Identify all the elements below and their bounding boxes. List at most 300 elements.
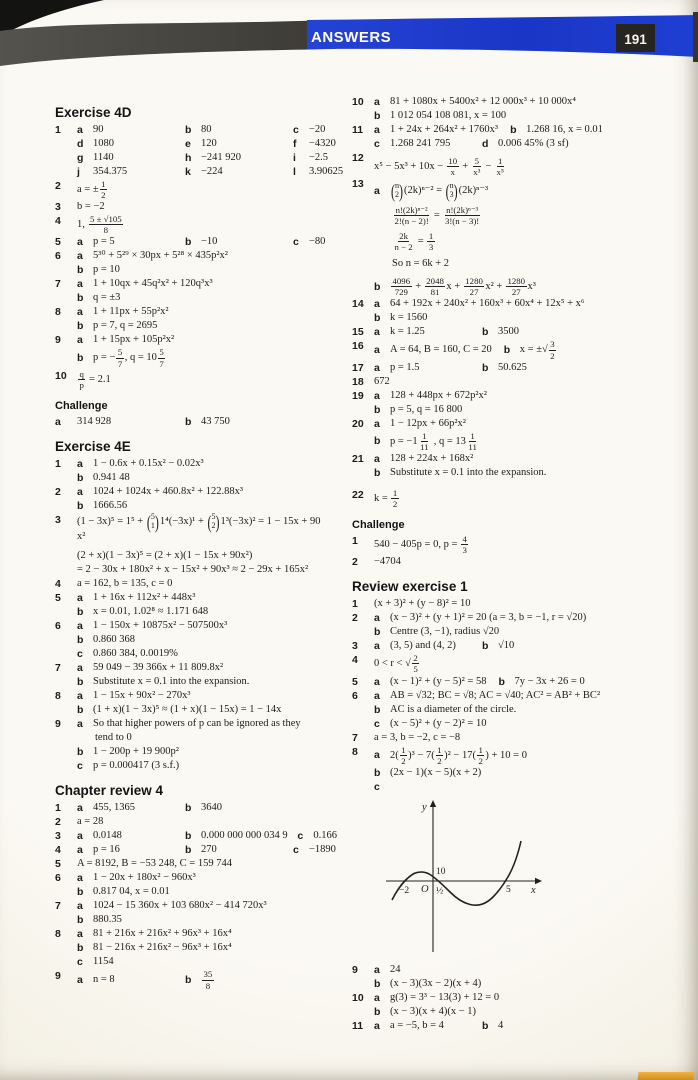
origin-label: O [421,883,429,895]
item-number: 1 [55,124,61,136]
answer-part [77,214,124,235]
part-label: a [77,250,83,263]
answer-text: 1 − 150x + 10875x² − 507500x³ [93,620,228,632]
answer-part [293,165,343,179]
answer-part [482,325,519,339]
answer-part [77,675,249,689]
answer-part [185,235,281,249]
part-label: a [374,298,380,311]
answer-item [352,297,690,325]
answer-part [510,123,603,137]
part-label: a [77,900,83,913]
answer-item [352,991,690,1019]
item-number: 5 [55,592,61,605]
answer-part [77,871,196,885]
part-label: b [77,676,84,689]
part-label: b [374,766,381,779]
item-number: 1 [352,598,358,611]
answer-item [352,597,690,611]
answer-text: 59 049 − 39 366x + 11 809.8x² [93,662,224,674]
answer-text: 81 − 216x + 216x² − 96x³ + 16x⁴ [93,942,232,954]
fraction: $\frac{1}{\text{x⁵}}$ [496,156,504,178]
answer-part [374,431,479,452]
item-number: 22 [352,488,364,501]
answer-text: 5³⁰ + 5²⁹ × 30px + 5²⁸ × 435p²x² [93,250,228,262]
answer-part [374,963,401,977]
cubic-graph-svg [378,796,550,961]
answer-part [482,361,527,375]
answer-part [374,534,469,555]
item-number: 3 [55,201,61,214]
part-label: b [482,326,489,339]
item-number: 4 [352,654,358,667]
answer-part [77,549,252,563]
answer-item [55,899,349,927]
answer-text: 1 − 12px + 66p²x² [390,417,466,429]
answer-part [77,305,169,319]
answer-item [55,857,349,871]
answer-item [55,829,349,843]
part-label: b [185,830,192,843]
answer-part [185,843,281,857]
answer-text: 672 [374,375,390,387]
item-number: 5 [352,675,358,688]
answer-text: 128 + 224x + 168x² [390,452,474,464]
answer-item [55,123,349,179]
answer-item [352,452,690,480]
answer-text: −241 920 [201,152,242,163]
fraction: $\frac{1}{3}$ [428,231,434,253]
answer-text: a = 162, b = 135, c = 0 [77,578,173,590]
answer-text: −4704 [374,556,401,568]
answer-part [77,151,173,165]
answer-text: 4 [498,1019,504,1031]
part-label: b [77,886,84,899]
page-corner-tab [637,1072,694,1080]
item-number: 4 [55,215,61,228]
item-number: 9 [55,970,61,983]
answer-text: 0.006 45% (3 sf) [498,138,569,149]
answer-part [374,780,390,794]
item-number: 16 [352,340,364,353]
part-label: a [77,485,83,498]
answer-text: x² [77,531,86,543]
section-heading: Review exercise 1 [352,579,468,595]
fraction: $\frac{3}{2}$ [550,339,555,361]
answer-text: q = ±3 [93,292,121,304]
item-number: 17 [352,361,364,374]
answer-item [55,249,349,277]
answer-part [374,179,489,203]
item-number: 7 [55,278,61,291]
answer-part [374,597,470,611]
answer-part [77,347,166,368]
answer-item [352,361,690,375]
answer-part [374,311,427,325]
answer-item [352,1019,690,1033]
fraction: $\frac{1}{11}$ [420,430,429,452]
answer-text: 314 928 [77,415,112,427]
answer-part [77,499,127,513]
root-label-neg2: −2 [399,885,410,896]
answer-text: 81 + 216x + 216x² + 96x³ + 16x⁴ [93,928,232,940]
answer-part [77,941,232,955]
answer-text: 0.0148 [93,830,122,842]
part-label: a [77,334,83,347]
answer-item [352,123,690,151]
part-label: b [77,634,84,647]
answer-part [77,647,178,661]
answer-item [55,969,349,990]
item-number: 7 [55,900,61,913]
answer-text: 1 − 20x + 180x² − 960x³ [93,872,196,884]
part-label: b [77,320,84,333]
answer-item [55,815,349,829]
answer-part [77,333,174,347]
answer-text: k = 1.25 [390,326,425,338]
part-label: a [374,185,380,198]
fraction: $\frac{1280}{27}$ [507,276,526,298]
answer-item [352,675,690,689]
fraction: $\frac{1}{2}$ [392,487,398,510]
item-number: 7 [352,731,358,744]
answer-text: x = 0.01, 1.02⁸ ≈ 1.171 648 [93,606,209,618]
fraction: $\frac{4}{3}$ [462,534,467,556]
answer-text: 354.375 [93,166,128,177]
answer-text: $\frac{4096}{729}$ + $\frac{2048}{81}$ x + $\frac{1280}{27}$ x² + $\frac{1280}{27}$ x³ [392,276,536,298]
part-label: c [293,124,299,136]
answer-part [77,165,173,179]
answer-part [185,829,288,843]
part-label: a [77,802,83,815]
answer-part [374,137,470,151]
part-label: k [185,166,191,178]
part-label: a [77,830,83,843]
part-label: b [77,914,84,927]
part-label: a [77,278,83,291]
item-number: 9 [55,334,61,347]
answer-part [374,977,481,991]
answer-part [77,829,173,843]
answer-part [77,137,173,151]
answer-text: 270 [201,844,217,856]
item-number: 10 [352,991,364,1004]
answer-text: 24 [390,963,401,975]
part-label: a [374,991,380,1004]
answer-part [77,235,173,249]
answer-part [77,563,308,577]
gray-swoosh [0,20,336,66]
answer-item [55,277,349,305]
answer-part [185,137,281,151]
answer-part [374,745,527,766]
answer-text: √10 [498,640,515,652]
fraction: $\frac{5}{\text{x³}}$ [473,156,481,178]
fraction: $\frac{1280}{27}$ [465,276,483,298]
fraction: $\frac{5}{7}$ [117,347,123,369]
answer-part [185,969,215,990]
answer-item [352,95,690,123]
binomial-coefficient: ( 5 1 ) [146,510,159,533]
item-number: 12 [352,152,364,164]
answer-part [374,1005,476,1019]
part-label: c [297,830,304,843]
item-number: 6 [352,689,358,702]
answer-item [352,555,690,569]
answer-part [77,249,228,263]
answer-part [374,675,486,689]
item-number: 9 [55,718,61,731]
page-edge-sliver [693,12,698,62]
part-label: c [77,760,83,773]
answer-item [55,200,349,214]
part-label: b [374,110,381,122]
part-label: b [77,942,84,955]
answer-part [77,927,232,941]
fraction: $\frac{1}{2}$ [101,179,106,201]
item-number: 2 [55,816,61,829]
answer-text: (2x − 1)(x − 5)(x + 2) [390,766,482,778]
answer-text: a = 28 [77,816,104,828]
answer-part [293,137,336,151]
item-number: 21 [352,452,364,465]
answer-text: $\frac{\text{n!(2k)ⁿ⁻²}}{2!(n - 2)!}$ = $\frac{\text{n!(2k)ⁿ⁻³}}{3!(n - 3)!}$ [394,204,480,226]
answer-item [55,305,349,333]
answer-item [55,689,349,717]
answer-part [498,675,584,689]
fraction: $\frac{2}{5}$ [413,653,418,675]
answer-item [55,577,349,591]
part-label: b [482,640,489,653]
item-number: 10 [55,369,67,382]
part-label: b [185,124,192,136]
item-number: 11 [352,1019,364,1032]
answer-text: k = $\frac{1}{2}$ [374,487,398,510]
answer-part [374,156,506,177]
item-number: 4 [55,578,61,591]
answer-text: tend to 0 [95,732,132,744]
answer-text: 0.166 [313,830,337,842]
answer-item [55,619,349,661]
item-number: 3 [55,830,61,843]
page-number: 191 [624,32,647,47]
answer-text: 1 + 16x + 112x² + 448x³ [93,592,196,604]
answer-text: (2 + x)(1 − 3x)⁵ = (2 + x)(1 − 15x + 90x²) [77,550,253,562]
answer-text: p = 7, q = 2695 [93,320,158,332]
part-label: a [374,96,380,108]
item-number: 2 [55,180,61,192]
item-number: 14 [352,298,364,311]
part-label: a [374,361,380,374]
x-axis-label: x [531,884,536,896]
answer-part [374,466,546,480]
part-label: b [185,844,192,857]
answer-part [374,361,470,375]
answer-text: 0.860 368 [93,634,135,646]
item-number: 1 [55,802,61,815]
part-label: c [374,780,380,793]
answer-part [77,857,232,871]
answer-part [293,235,325,249]
answer-item [55,214,349,235]
part-label: e [185,138,191,150]
answer-text: 455, 1365 [93,802,135,814]
answer-item [352,745,690,794]
item-number: 15 [352,326,364,339]
answer-text: −224 [201,166,223,177]
part-label: l [293,166,296,178]
answer-text: ( n 2 ) (2k)ⁿ⁻² = ( n 3 ) (2k)ⁿ⁻³ [391,179,489,203]
answer-text: (x − 3)(3x − 2)(x + 4) [390,977,482,989]
answer-text: 90 [93,124,104,135]
answer-text: −20 [309,124,326,135]
answer-item [55,717,349,773]
answer-item [55,457,349,485]
answer-text: 880.35 [93,914,122,926]
part-label: b [77,471,84,484]
part-label: c [293,844,299,857]
part-label: b [503,344,511,357]
item-number: 8 [352,745,358,758]
answer-part [374,555,401,569]
answer-text: 0.941 48 [93,471,130,483]
answer-text: p = 5 [93,236,115,248]
answer-part [77,291,120,305]
part-label: f [293,138,297,150]
part-label: b [374,435,381,448]
part-label: a [77,844,83,857]
part-label: c [293,236,299,249]
part-label: b [185,236,192,249]
left-column [55,95,349,991]
part-label: b [374,280,381,293]
answer-part [77,689,191,703]
answer-part [374,375,390,389]
answer-part [77,661,223,675]
answer-part [374,717,486,731]
answer-part [374,123,498,137]
answer-part [77,577,172,591]
part-label: a [374,963,380,976]
answer-text: a = 3, b = −2, c = −8 [374,731,461,743]
answer-text: 0.860 384, 0.0019% [93,648,178,660]
answer-part [77,591,195,605]
answer-part [374,639,470,653]
part-label: a [374,389,380,402]
answer-text: 0.817 04, x = 0.01 [93,886,170,898]
section-heading: Chapter review 4 [55,783,164,799]
answer-text: 1 + 10qx + 45q²x² + 120q³x³ [93,278,213,290]
answer-part [297,829,337,843]
item-number: 8 [55,928,61,941]
fraction: $\frac{5 \pm √105}{8}$ [90,214,122,236]
answer-text [201,969,215,990]
answer-part [77,179,108,200]
fraction: $\frac{2k}{n - 2}$ [394,231,413,253]
y-intercept-label: 10 [436,866,446,877]
item-number: 6 [55,620,61,633]
answer-text: 1154 [93,956,114,968]
answer-text: 128 + 448px + 672p²x² [390,389,487,401]
answer-text: 1024 − 15 360x + 103 680x² − 414 720x³ [93,900,267,912]
answer-text: x = ±√ $\frac{3}{2}$ [519,339,555,361]
answer-item [352,417,690,452]
answer-text: (x − 1)² + (y − 5)² = 58 [390,675,487,687]
right-column [352,95,690,1033]
answer-part [185,151,281,165]
answer-item [352,534,690,555]
answer-item [55,485,349,513]
answer-text: (x − 5)² + (y − 2)² = 10 [390,717,487,729]
part-label: a [77,124,83,136]
answer-item [55,510,349,578]
item-number: 7 [55,662,61,675]
item-number: 9 [352,963,358,976]
answer-part [392,257,449,271]
fraction: $\frac{1}{11}$ [468,430,477,452]
item-number: 8 [55,690,61,703]
item-number: a [55,415,61,428]
part-label: a [77,690,83,703]
answer-text: 2( $\frac{1}{2}$ )³ − 7( $\frac{1}{2}$ )² − 17( $\frac{1}{2}$ ) + 10 = 0 [390,744,527,766]
item-number: 18 [352,375,364,388]
answer-text: p = − $\frac{5}{7}$ , q = 10 $\frac{5}{7}$ [93,347,164,369]
answer-item [55,235,349,249]
answer-part [185,415,230,429]
part-label: a [374,417,380,430]
answer-text: 1.268 16, x = 0.01 [526,124,603,135]
answer-text: p = 16 [93,844,120,856]
answer-text: (1 + x)(1 − 3x)⁵ ≈ (1 + x)(1 − 15x) = 1 − 14x [93,704,282,716]
answer-text: 0 < r < √ $\frac{2}{5}$ [374,653,418,675]
part-label: a [374,640,380,653]
answer-text: p = −1 $\frac{1}{11}$ , q = 13 $\frac{1}{11}$ [390,430,477,452]
part-label: a [77,872,83,885]
part-label: a [77,620,83,633]
answer-part [482,137,569,151]
answer-part [77,913,122,927]
part-label: g [77,152,84,164]
part-label: c [374,138,380,150]
answer-part [77,899,267,913]
answer-text: n = 8 [93,974,115,986]
answer-item [352,177,690,297]
binomial-coefficient: ( n 2 ) [391,179,403,203]
section-heading: Challenge [55,399,108,412]
cubic-curve [392,841,521,905]
root-label-half: ½ [436,886,444,897]
answer-item [352,963,690,991]
fraction: $\frac{\text{n!(2k)ⁿ⁻³}}{3!(n - 3)!}$ [444,204,480,226]
answer-part [77,485,243,499]
part-label: a [77,718,83,731]
answer-text: a = ± $\frac{1}{2}$ [77,179,106,201]
fraction: $\frac{1}{2}$ [478,744,483,766]
answer-item [55,871,349,899]
answer-part [374,276,536,297]
answer-text: 1024 + 1024x + 460.8x² + 122.88x³ [93,485,244,497]
answer-text: −1890 [309,844,336,856]
part-label: a [374,452,380,465]
part-label: b [374,977,381,990]
answer-text: Centre (3, −1), radius √20 [390,626,500,638]
part-label: i [293,152,296,164]
answer-part [374,731,460,745]
part-label: b [374,403,381,416]
part-label: a [374,124,380,136]
section-heading: Exercise 4D [55,105,132,120]
answer-text: 540 − 405p = 0, p = $\frac{4}{3}$ [374,534,467,556]
